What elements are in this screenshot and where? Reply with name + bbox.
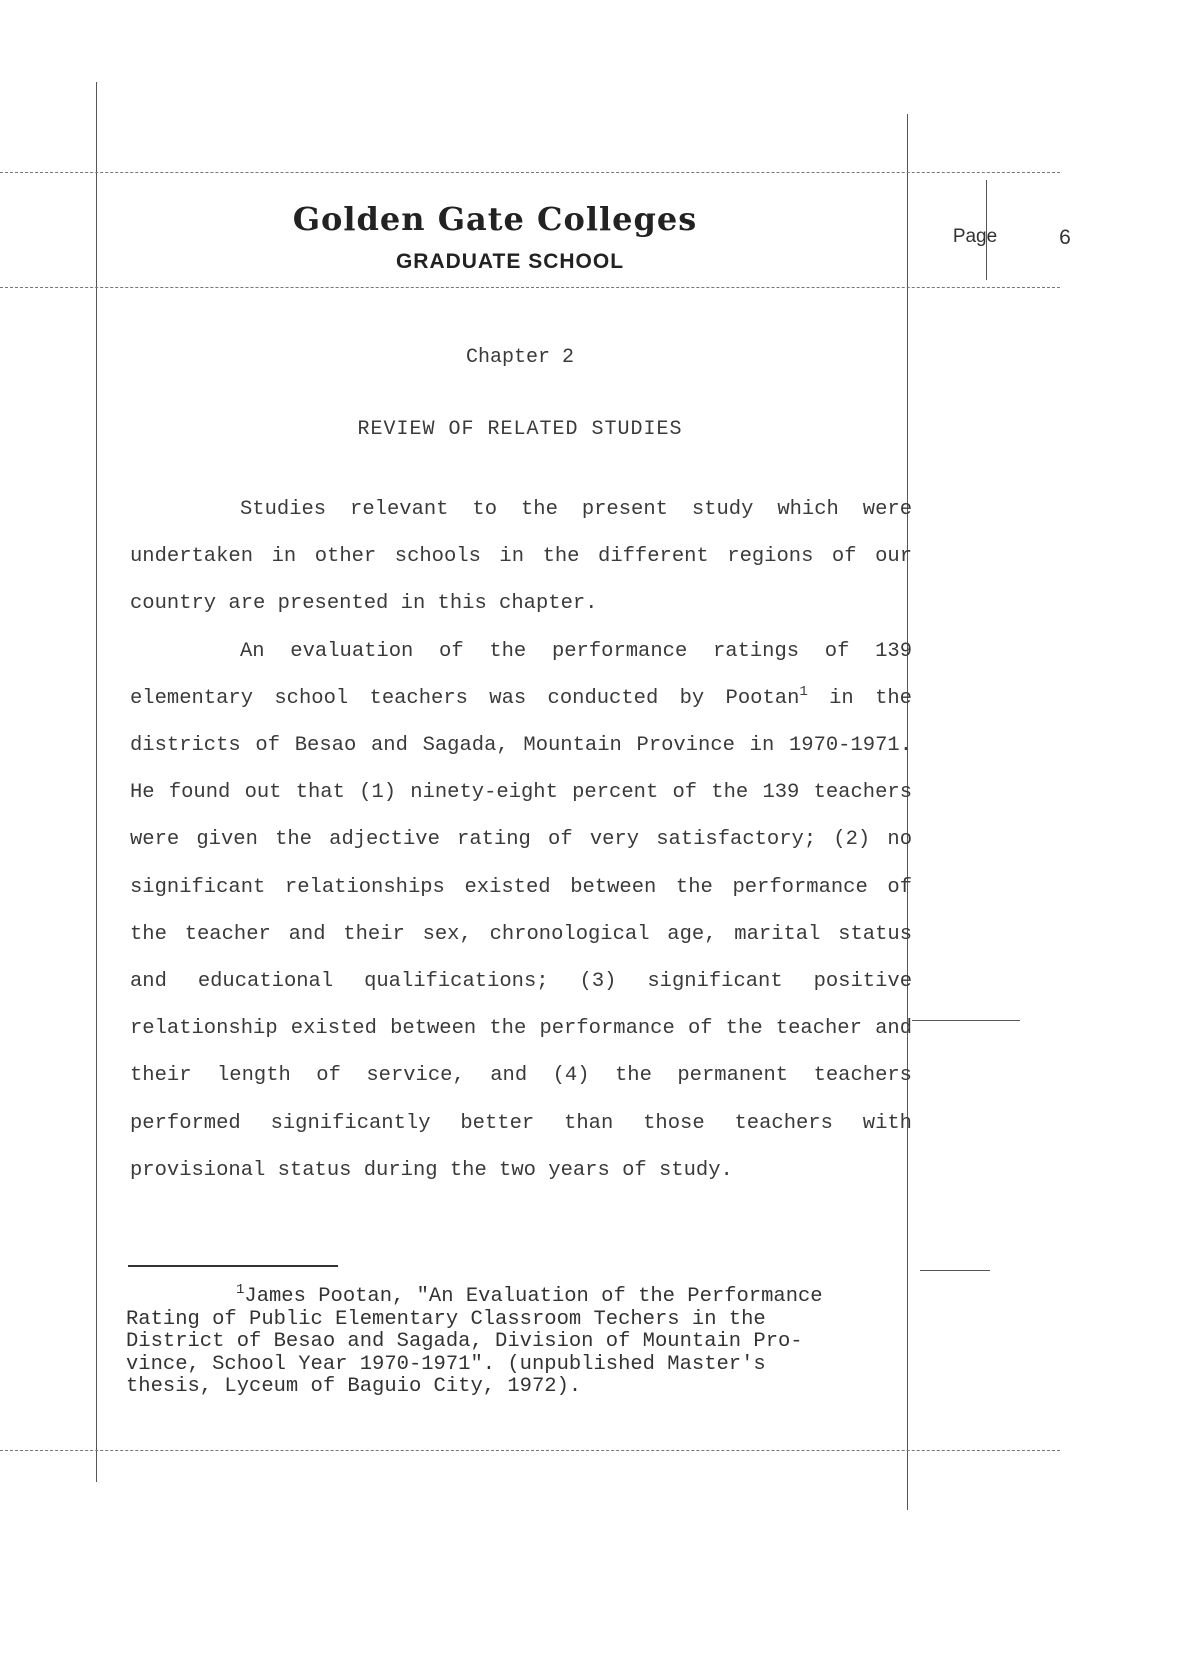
school-name: GRADUATE SCHOOL bbox=[395, 250, 625, 273]
footnote-line-1 bbox=[126, 1282, 916, 1309]
header-bottom-rule bbox=[0, 287, 1060, 288]
chapter-title: REVIEW OF RELATED STUDIES bbox=[357, 418, 683, 441]
paragraph-2 bbox=[130, 628, 912, 1194]
footnote-line-5: thesis, Lyceum of Baguio City, 1972). bbox=[126, 1375, 582, 1398]
footnote bbox=[126, 1282, 916, 1399]
footnote-line-3: District of Besao and Sagada, Division of Mountain Pro- bbox=[126, 1330, 803, 1353]
page-label: Page bbox=[952, 226, 998, 247]
footer-rule bbox=[0, 1450, 1060, 1451]
right-margin-mark-2 bbox=[920, 1270, 990, 1271]
footnote-reference: 1 bbox=[799, 683, 808, 700]
footnote-marker: 1 bbox=[236, 1282, 245, 1299]
left-margin-line bbox=[96, 82, 97, 1482]
header-top-rule bbox=[0, 172, 1060, 173]
chapter-number: Chapter 2 bbox=[465, 346, 575, 369]
paragraph-2-text-b: in the districts of Besao and Sagada, Mountain Province in 1970-1971. He found out that (1) ninety-eight percent of the 139 teachers were given the adjective rating of very satisfactory; (2) no significant relationships existed between the performance of the teacher and their sex, chronological age, marital status and educational qualifications; (3) significant positive relationship existed between the performance of the teacher and their length of service, and (4) the permanent teachers performed significantly better than those teachers with provisional status during the two years of study. bbox=[130, 686, 912, 1182]
footnote-line-1-text: James Pootan, "An Evaluation of the Performance bbox=[244, 1285, 823, 1308]
page-number: 6 bbox=[1059, 226, 1071, 249]
paragraph-1: Studies relevant to the present study which were undertaken in other schools in the different regions of our country are presented in this chapter. bbox=[130, 498, 912, 616]
paragraph-2-text-a: An evaluation of the performance ratings of 139 elementary school teachers was conducted by Pootan bbox=[130, 639, 912, 710]
right-margin-mark-1 bbox=[912, 1020, 1020, 1021]
body-text bbox=[130, 486, 912, 1194]
college-name: Golden Gate Colleges bbox=[292, 200, 698, 238]
footnote-line-2: Rating of Public Elementary Classroom Techers in the bbox=[126, 1307, 766, 1331]
footnote-line-4: vince, School Year 1970-1971". (unpublished Master's bbox=[126, 1352, 766, 1376]
footnote-separator bbox=[128, 1265, 338, 1267]
